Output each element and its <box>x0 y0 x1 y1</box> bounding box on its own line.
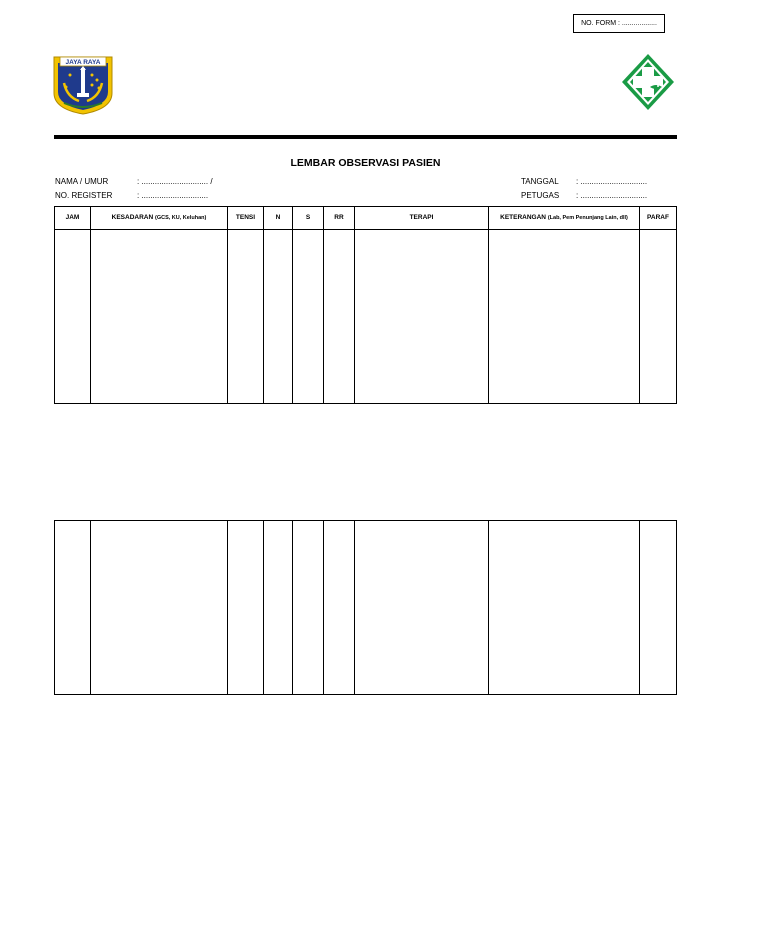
cell-terapi[interactable] <box>355 521 489 695</box>
tanggal-label: TANGGAL <box>521 177 559 186</box>
nama-umur-label: NAMA / UMUR <box>55 177 109 186</box>
col-header-rr: RR <box>324 207 355 230</box>
cell-jam[interactable] <box>55 230 91 404</box>
header-divider <box>54 135 677 139</box>
cell-n[interactable] <box>264 230 293 404</box>
col-header-s: S <box>293 207 324 230</box>
observation-table <box>54 206 677 404</box>
cell-tensi[interactable] <box>228 521 264 695</box>
nama-umur-field[interactable]: : .............................. / <box>137 177 213 186</box>
col-header-paraf: PARAF <box>640 207 677 230</box>
cell-s[interactable] <box>293 230 324 404</box>
petugas-label: PETUGAS <box>521 191 560 200</box>
cell-n[interactable] <box>264 521 293 695</box>
cell-paraf[interactable] <box>640 521 677 695</box>
col-header-jam: JAM <box>55 207 91 230</box>
col-header-keterangan: KETERANGAN (Lab, Pem Penunjang Lain, dll) <box>489 207 640 230</box>
cell-keterangan[interactable] <box>489 521 640 695</box>
observation-table-continuation <box>54 520 677 695</box>
cell-rr[interactable] <box>324 230 355 404</box>
col-header-kesadaran: KESADARAN (GCS, KU, Keluhan) <box>91 207 228 230</box>
cell-keterangan[interactable] <box>489 230 640 404</box>
cell-kesadaran[interactable] <box>91 521 228 695</box>
no-register-label: NO. REGISTER <box>55 191 113 200</box>
no-register-field[interactable]: : .............................. <box>137 191 209 200</box>
jakarta-coat-of-arms-logo <box>52 53 114 115</box>
petugas-field[interactable]: : .............................. <box>576 191 648 200</box>
form-number-box <box>573 14 665 33</box>
table-row <box>55 521 677 695</box>
cell-terapi[interactable] <box>355 230 489 404</box>
tanggal-field[interactable]: : .............................. <box>576 177 648 186</box>
col-header-n: N <box>264 207 293 230</box>
col-header-tensi: TENSI <box>228 207 264 230</box>
col-header-terapi: TERAPI <box>355 207 489 230</box>
form-number-label: NO. FORM : .................. <box>581 20 657 27</box>
logo-motto: JAYA RAYA <box>65 59 101 66</box>
puskesmas-logo <box>620 52 676 112</box>
cell-tensi[interactable] <box>228 230 264 404</box>
table-row <box>55 230 677 404</box>
cell-kesadaran[interactable] <box>91 230 228 404</box>
cell-jam[interactable] <box>55 521 91 695</box>
cell-s[interactable] <box>293 521 324 695</box>
cell-paraf[interactable] <box>640 230 677 404</box>
table-header-row <box>55 207 677 230</box>
page-title: LEMBAR OBSERVASI PASIEN <box>290 157 441 169</box>
cell-rr[interactable] <box>324 521 355 695</box>
